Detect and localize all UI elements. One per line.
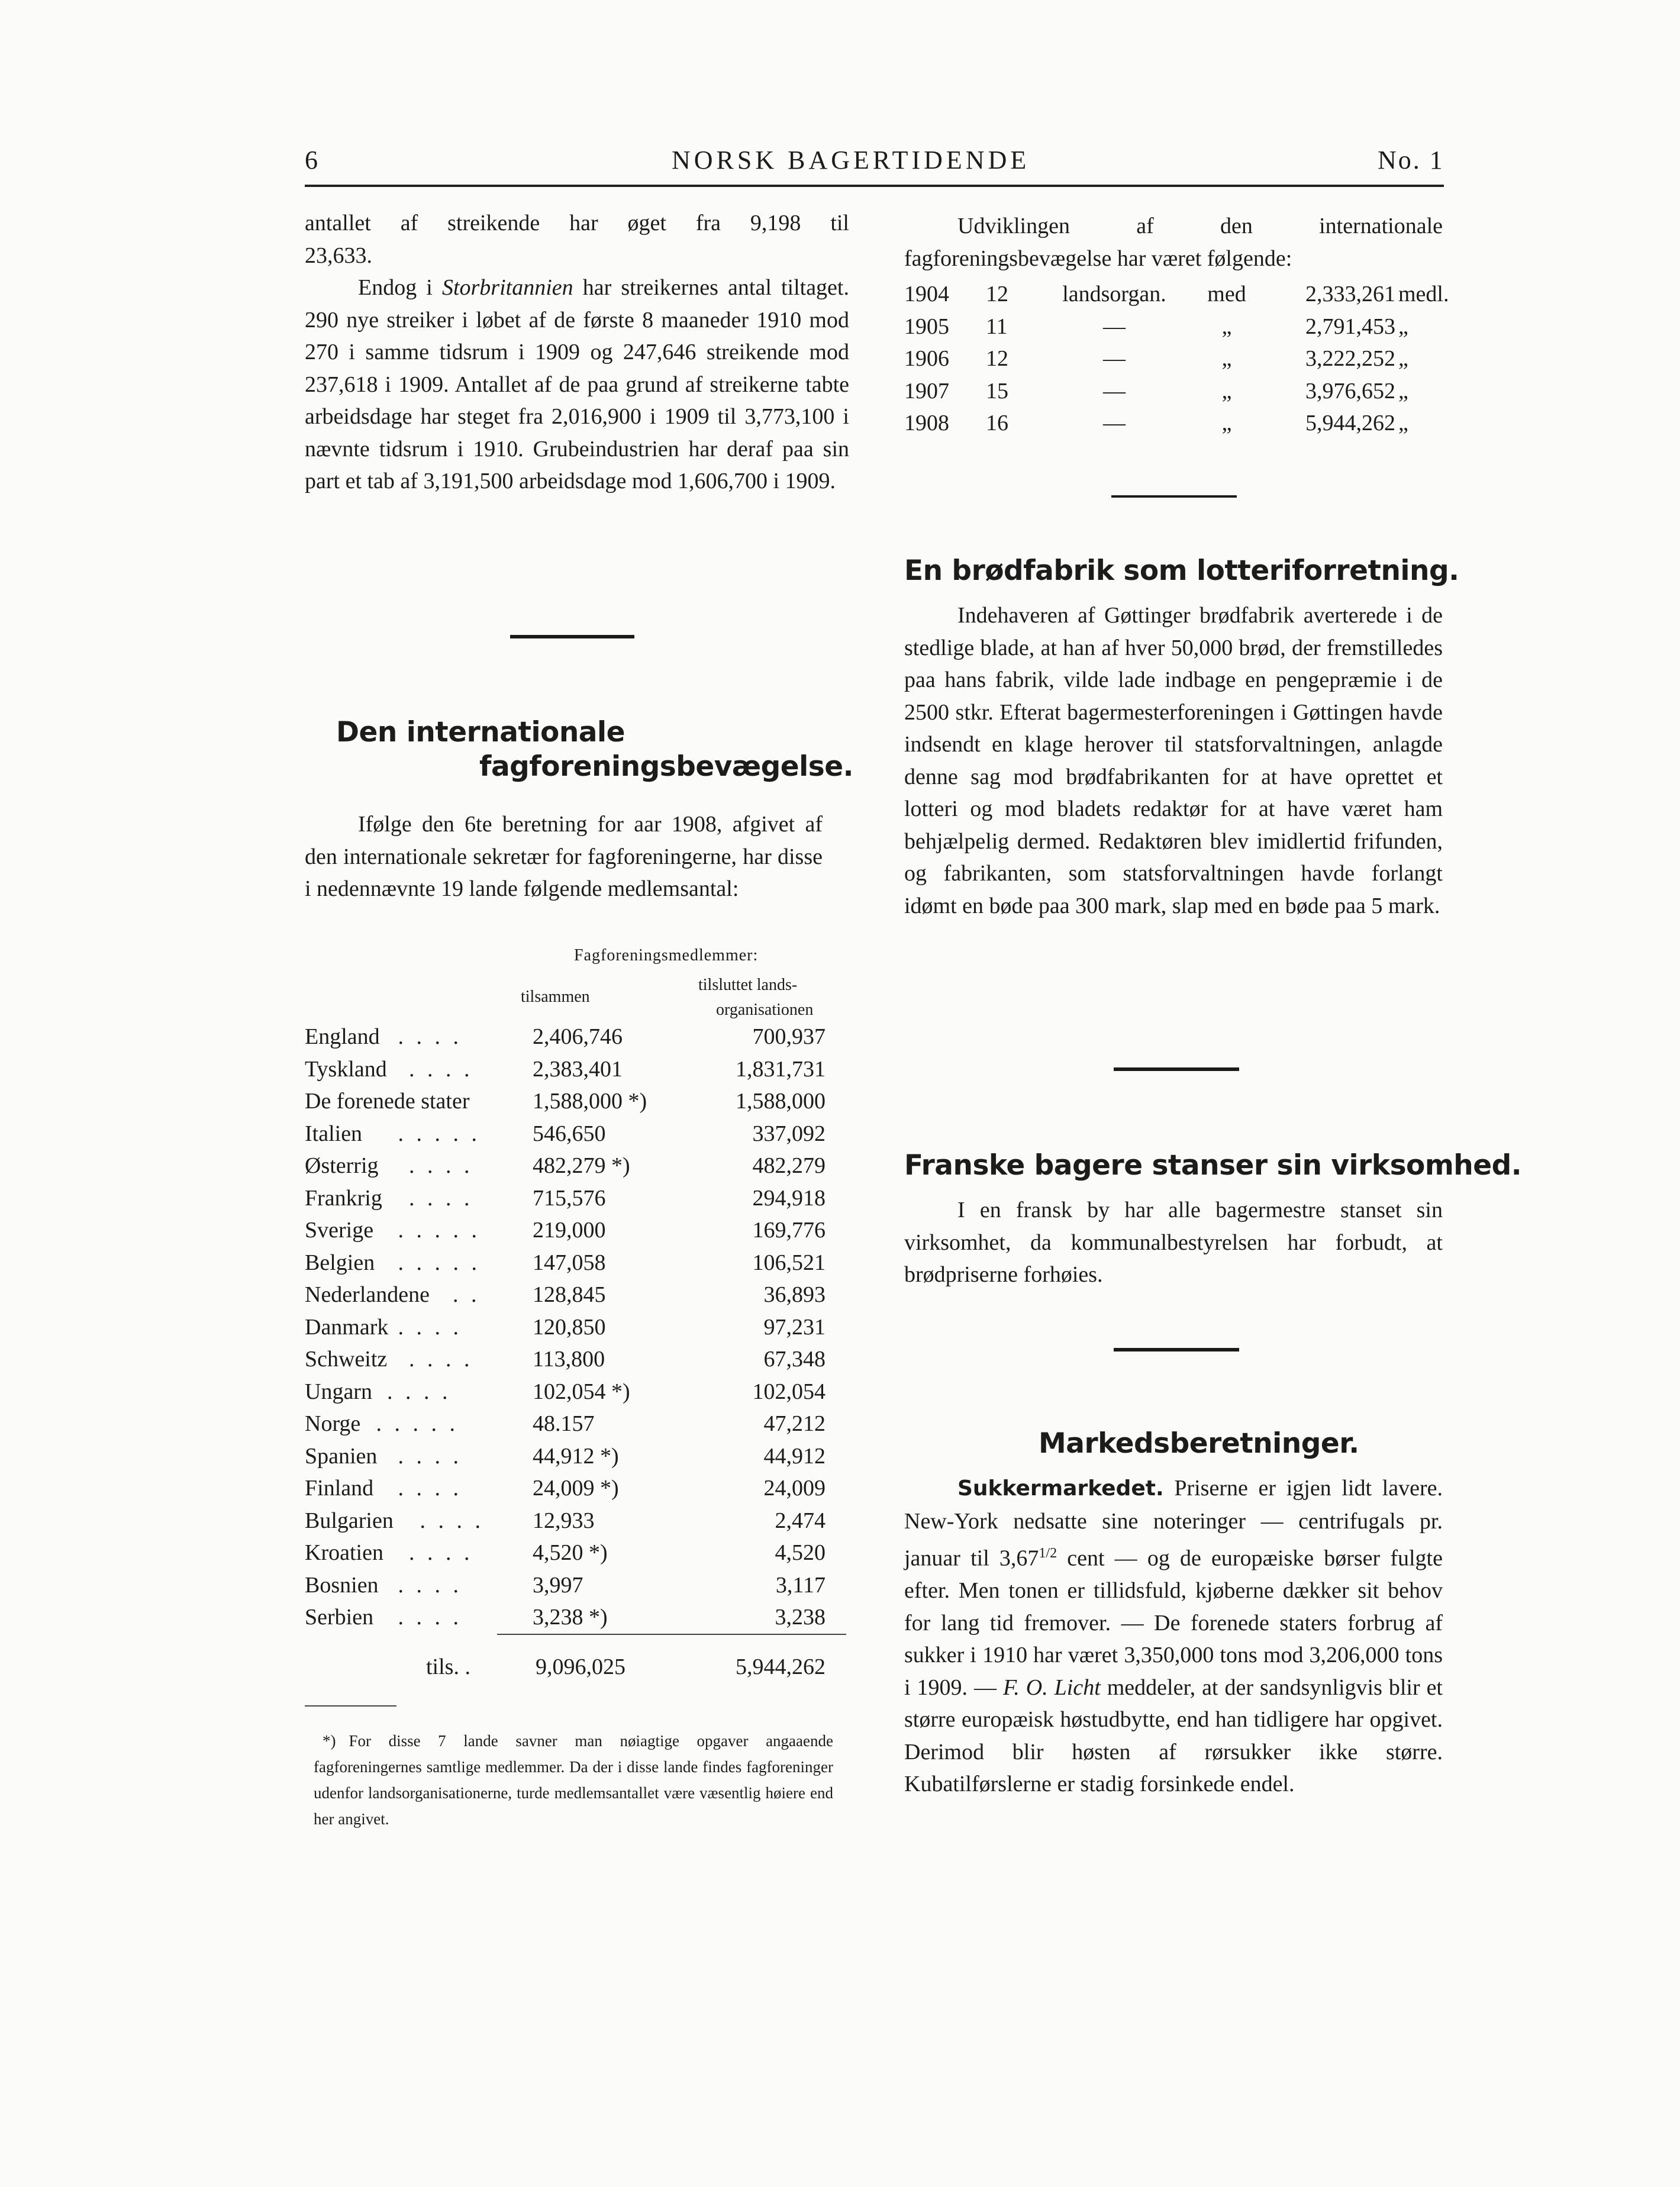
row-total: 4,520 *) [533, 1540, 608, 1565]
row-dots: . . . . . [398, 1218, 481, 1243]
row-country: Danmark [305, 1314, 389, 1340]
row-lo: 44,912 [763, 1443, 826, 1469]
row-lo: 337,092 [752, 1121, 826, 1146]
dev-year: 1905 [904, 314, 949, 339]
row-country: Norge [305, 1411, 361, 1436]
row-total: 12,933 [533, 1508, 595, 1533]
row-total: 2,383,401 [533, 1056, 623, 1082]
development-row [904, 314, 1443, 346]
row-lo: 67,348 [763, 1347, 826, 1372]
table-row [305, 1540, 849, 1572]
dev-members: 3,976,652 [1305, 378, 1395, 404]
table-col-total: tilsammen [521, 988, 590, 1006]
row-lo: 97,231 [763, 1314, 826, 1340]
table-row [305, 1346, 849, 1378]
table-row [305, 1088, 849, 1120]
row-total: 2,406,746 [533, 1024, 623, 1049]
row-country: Bosnien [305, 1572, 379, 1598]
p2-country: Storbritannien [441, 275, 573, 300]
dev-count: 12 [986, 346, 1008, 371]
issue-number: No. 1 [1378, 146, 1444, 175]
dev-members: 2,333,261 [1305, 282, 1395, 307]
sugar-part-1: Priserne er igjen lidt lavere. New-York nedsatte sine noteringer — centrifugals pr. januar til 3,67 [904, 1476, 1443, 1571]
row-dots: . . . . [409, 1056, 473, 1082]
section-divider-right-3 [1114, 1348, 1239, 1351]
dev-label: — [1103, 314, 1126, 339]
dev-members: 2,791,453 [1305, 314, 1395, 339]
row-total: 113,800 [533, 1347, 605, 1372]
dev-count: 11 [986, 314, 1008, 339]
intl-intro: Ifølge den 6te beretning for aar 1908, afgivet af den internationale sekretær for fagforeningerne, har disse i nedennævnte 19 lande følgende medlemsantal: [305, 812, 823, 901]
row-country: Belgien [305, 1250, 375, 1275]
dev-year: 1907 [904, 378, 949, 404]
bread-heading: En brødfabrik som lotteriforretning. [904, 554, 1459, 587]
bread-text: Indehaveren af Gøttinger brødfabrik averterede i de stedlige blade, at han af hver 50,000 brød, der fremstilledes paa hans fabrik, vilde lade indbage en pengepræmie i de 2500 stkr. Efterat bagermesterforeningen i Gøttingen havde indsendt en klage herover til statsforvaltningen, anlagde denne sag mod brødfabrikanten for at have oprettet et lotteri og mod bladets redaktør for at have været ham behjælpelig dermed. Redaktøren blev imidlertid frifunden, og fabrikanten, som statsforvaltningen havde forlangt idømt en bøde paa 300 mark, slap med en bøde paa 5 mark. [904, 603, 1443, 918]
row-lo: 1,588,000 [736, 1089, 826, 1114]
table-col-lo-1: tilsluttet lands- [698, 976, 798, 994]
dev-label: — [1103, 411, 1126, 436]
row-country: Kroatien [305, 1540, 383, 1565]
dev-year: 1908 [904, 411, 949, 436]
table-row [305, 1411, 849, 1443]
row-lo: 2,474 [775, 1508, 826, 1533]
row-country: De forenede stater [305, 1089, 470, 1114]
development-table [904, 281, 1449, 444]
left-paragraph-1 [305, 207, 849, 498]
french-heading: Franske bagere stanser sin virksomhed. [904, 1149, 1522, 1182]
table-total-total: 9,096,025 [536, 1654, 625, 1679]
row-dots: . . . . [398, 1476, 462, 1501]
row-total: 3,238 *) [533, 1605, 608, 1630]
row-country: Østerrig [305, 1153, 379, 1178]
row-country: Nederlandene [305, 1282, 430, 1307]
dev-unit: „ [1398, 346, 1408, 371]
row-lo: 294,918 [752, 1185, 826, 1211]
dev-members: 5,944,262 [1305, 411, 1395, 436]
row-dots: . . . . [398, 1314, 462, 1340]
row-dots: . . . . . [398, 1250, 481, 1275]
sugar-part-3: meddeler, at der sandsynligvis blir et større europæisk høstudbytte, end han tidligere har opgivet. Derimod blir høsten af rørsukker ikke større. Kubatilførslerne er stadig forsinkede endel. [904, 1675, 1443, 1797]
table-row [305, 1056, 849, 1088]
table-row [305, 1604, 849, 1636]
french-text: I en fransk by har alle bagermestre stanset sin virksomhet, da kommunalbestyrelsen har forbudt, at brødpriserne forhøies. [904, 1198, 1443, 1287]
row-lo: 36,893 [763, 1282, 826, 1307]
table-row [305, 1185, 849, 1217]
p2-after: har streikernes antal tiltaget. 290 nye streiker i løbet af de første 8 maaneder 1910 mod 270 i samme tidsrum i 1909 og 247,646 streikende mod 237,618 i 1909. Antallet af de paa grund af streikerne tabte arbeidsdage har steget fra 2,016,900 i 1909 til 3,773,100 i nævnte tidsrum i 1910. Grubeindustrien har deraf paa sin part et tab af 3,191,500 arbeidsdage mod 1,606,700 i 1909. [305, 275, 849, 493]
dev-prep: med [1207, 282, 1246, 307]
row-total: 120,850 [533, 1314, 606, 1340]
table-total-lo: 5,944,262 [736, 1654, 826, 1679]
row-dots: . . . . [387, 1379, 452, 1404]
row-lo: 4,520 [775, 1540, 826, 1565]
p2-before: Endog i [358, 275, 442, 300]
section-divider-right-2 [1114, 1067, 1239, 1071]
row-lo: 1,831,731 [736, 1056, 826, 1082]
market-heading: Markedsberetninger. [1039, 1427, 1359, 1460]
row-dots: . . . . . [376, 1411, 459, 1436]
table-sum-rule [497, 1634, 846, 1635]
header-rule [305, 185, 1444, 187]
sugar-part-2: cent — og de europæiske børser fulgte efter. Men tonen er tillidsfuld, kjøberne dækker sit behov for lang tid fremover. — De forenede staters forbrug af sukker i 1910 har været 3,350,000 tons mod 3,206,000 tons i 1909. — [904, 1546, 1443, 1700]
dev-label: — [1103, 346, 1126, 371]
row-total: 715,576 [533, 1185, 606, 1211]
row-total: 44,912 *) [533, 1443, 619, 1469]
table-total-label: tils. . [426, 1654, 470, 1679]
footnote-text: For disse 7 lande savner man nøiagtige opgaver angaaende fagforeningernes samtlige medlemmer. Da der i disse lande findes fagforeninger udenfor landsorganisationerne, turde medlemsantallet være væsentlig høiere end her angivet. [314, 1732, 833, 1828]
dev-prep: „ [1221, 314, 1232, 339]
row-total: 24,009 *) [533, 1476, 619, 1501]
table-row [305, 1475, 849, 1507]
row-lo: 24,009 [763, 1476, 826, 1501]
table-row [305, 1217, 849, 1249]
row-lo: 106,521 [752, 1250, 826, 1275]
dev-label: landsorgan. [1062, 282, 1166, 307]
development-row [904, 410, 1443, 442]
row-dots: . . . . [398, 1572, 462, 1598]
row-lo: 102,054 [752, 1379, 826, 1404]
dev-year: 1906 [904, 346, 949, 371]
table-row [305, 1572, 849, 1604]
row-dots: . . . . [420, 1508, 484, 1533]
table-row [305, 1508, 849, 1540]
dev-prep: „ [1221, 346, 1232, 371]
row-dots: . . . . . [398, 1121, 481, 1146]
sugar-text [904, 1472, 1443, 1801]
page-number: 6 [305, 146, 320, 175]
journal-title: NORSK BAGERTIDENDE [672, 146, 1030, 175]
table-col-lo-2: organisationen [716, 1001, 814, 1019]
row-lo: 3,117 [775, 1572, 826, 1598]
row-total: 147,058 [533, 1250, 606, 1275]
intl-heading-line-2: fagforeningsbevægelse. [479, 750, 853, 783]
p1-line-1: antallet af streikende har øget fra 9,198 til [305, 211, 849, 236]
sugar-lead: Sukkermarkedet. [957, 1476, 1164, 1501]
row-lo: 700,937 [752, 1024, 826, 1049]
table-row [305, 1379, 849, 1411]
table-row [305, 1314, 849, 1346]
p1-line-2: 23,633. [305, 243, 372, 268]
row-country: England [305, 1024, 380, 1049]
row-country: Frankrig [305, 1185, 382, 1211]
membership-table [305, 944, 849, 1695]
row-country: Italien [305, 1121, 363, 1146]
dev-label: — [1103, 378, 1126, 404]
row-total: 3,997 [533, 1572, 583, 1598]
row-dots: . . . . [409, 1153, 473, 1178]
row-lo: 169,776 [752, 1218, 826, 1243]
development-intro: Udviklingen af den internationale fagforeningsbevægelse har været følgende: [904, 214, 1443, 271]
row-dots: . . . . [398, 1443, 462, 1469]
row-dots: . . . . [398, 1605, 462, 1630]
row-dots: . . [453, 1282, 481, 1307]
dev-unit: „ [1398, 314, 1408, 339]
left-paragraph-2 [305, 272, 849, 498]
table-row [305, 1153, 849, 1185]
row-country: Finland [305, 1476, 374, 1501]
dev-unit: „ [1398, 411, 1408, 436]
dev-prep: „ [1221, 378, 1232, 404]
footnote-rule [305, 1705, 396, 1707]
dev-count: 12 [986, 282, 1008, 307]
row-country: Spanien [305, 1443, 378, 1469]
table-row [305, 1443, 849, 1475]
row-dots: . . . . [409, 1347, 473, 1372]
row-lo: 482,279 [752, 1153, 826, 1178]
row-dots: . . . . [398, 1024, 462, 1049]
row-total: 546,650 [533, 1121, 606, 1146]
row-total: 482,279 *) [533, 1153, 630, 1178]
row-total: 219,000 [533, 1218, 606, 1243]
row-country: Bulgarien [305, 1508, 394, 1533]
dev-count: 15 [986, 378, 1008, 404]
row-dots: . . . . [409, 1540, 473, 1565]
row-total: 102,054 *) [533, 1379, 630, 1404]
dev-unit: „ [1398, 378, 1408, 404]
table-body [305, 1024, 849, 1651]
development-row [904, 378, 1443, 410]
table-row [305, 1282, 849, 1314]
section-divider-left [510, 635, 634, 638]
row-lo: 3,238 [775, 1605, 826, 1630]
row-total: 1,588,000 *) [533, 1089, 647, 1114]
section-divider-right-1 [1111, 495, 1237, 498]
row-country: Schweitz [305, 1347, 388, 1372]
table-row [305, 1250, 849, 1282]
row-country: Sverige [305, 1218, 374, 1243]
row-country: Serbien [305, 1605, 374, 1630]
development-row [904, 346, 1443, 378]
dev-count: 16 [986, 411, 1008, 436]
table-row [305, 1121, 849, 1153]
table-super-header: Fagforeningsmedlemmer: [574, 946, 759, 965]
footnote-mark: *) [323, 1732, 336, 1750]
sugar-source: F. O. Licht [1002, 1675, 1101, 1700]
dev-prep: „ [1221, 411, 1232, 436]
sugar-fraction: 1/2 [1039, 1546, 1057, 1561]
dev-unit: medl. [1398, 282, 1449, 307]
dev-members: 3,222,252 [1305, 346, 1395, 371]
row-lo: 47,212 [763, 1411, 826, 1436]
table-row [305, 1024, 849, 1056]
footnote [314, 1728, 833, 1832]
development-row [904, 281, 1449, 313]
intl-heading-line-1: Den internationale [336, 716, 625, 749]
dev-year: 1904 [904, 282, 949, 307]
row-country: Ungarn [305, 1379, 372, 1404]
row-total: 128,845 [533, 1282, 606, 1307]
row-dots: . . . . [409, 1185, 473, 1211]
row-country: Tyskland [305, 1056, 387, 1082]
row-total: 48.157 [533, 1411, 595, 1436]
